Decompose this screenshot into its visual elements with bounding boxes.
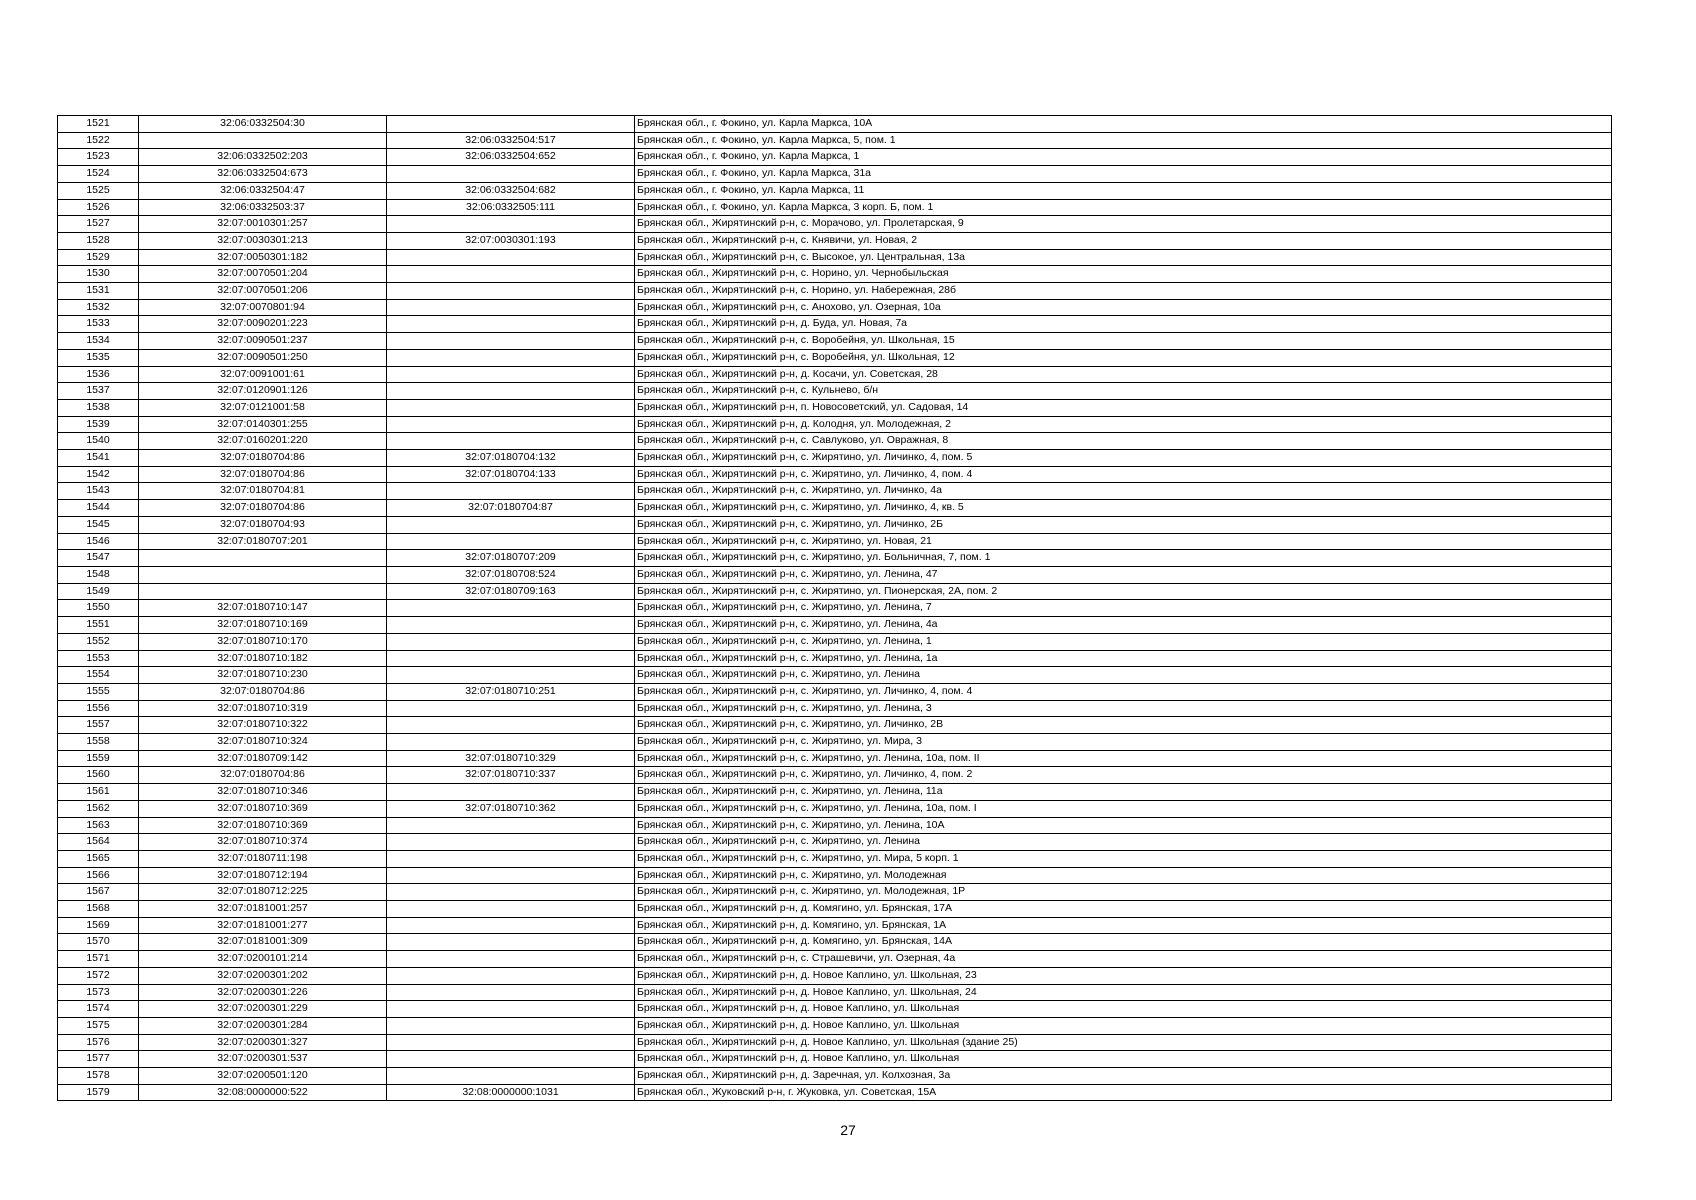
linked-cadastral-number-cell [387, 1001, 635, 1018]
linked-cadastral-number-cell [387, 784, 635, 801]
cadastral-number-cell: 32:07:0180704:81 [139, 483, 387, 500]
linked-cadastral-number-cell [387, 299, 635, 316]
cadastral-number-cell: 32:07:0200101:214 [139, 951, 387, 968]
table-row [58, 433, 1612, 450]
address-cell: Брянская обл., Жирятинский р-н, д. Новое Каплино, ул. Школьная [635, 1017, 1612, 1034]
table-row [58, 199, 1612, 216]
address-cell: Брянская обл., Жирятинский р-н, с. Жирятино, ул. Личинко, 4а [635, 483, 1612, 500]
row-number-cell: 1523 [58, 149, 139, 166]
linked-cadastral-number-cell [387, 433, 635, 450]
table-row [58, 483, 1612, 500]
linked-cadastral-number-cell [387, 850, 635, 867]
table-row [58, 283, 1612, 300]
cadastral-number-cell: 32:07:0180710:346 [139, 784, 387, 801]
row-number-cell: 1559 [58, 750, 139, 767]
address-cell: Брянская обл., Жирятинский р-н, с. Жирятино, ул. Ленина, 11а [635, 784, 1612, 801]
address-cell: Брянская обл., Жирятинский р-н, с. Жирятино, ул. Молодежная, 1Р [635, 884, 1612, 901]
linked-cadastral-number-cell [387, 734, 635, 751]
address-cell: Брянская обл., Жирятинский р-н, д. Новое Каплино, ул. Школьная (здание 25) [635, 1034, 1612, 1051]
cadastral-number-cell: 32:07:0180704:86 [139, 500, 387, 517]
cadastral-number-cell: 32:07:0090201:223 [139, 316, 387, 333]
cadastral-number-cell: 32:06:0332503:37 [139, 199, 387, 216]
address-cell: Брянская обл., Жирятинский р-н, д. Новое Каплино, ул. Школьная [635, 1001, 1612, 1018]
row-number-cell: 1575 [58, 1017, 139, 1034]
cadastral-number-cell [139, 132, 387, 149]
row-number-cell: 1547 [58, 550, 139, 567]
row-number-cell: 1542 [58, 466, 139, 483]
address-cell: Брянская обл., Жуковский р-н, г. Жуковка, ул. Советская, 15А [635, 1084, 1612, 1101]
cadastral-number-cell: 32:07:0180710:324 [139, 734, 387, 751]
cadastral-number-cell: 32:07:0160201:220 [139, 433, 387, 450]
table-row [58, 166, 1612, 183]
table-row [58, 917, 1612, 934]
linked-cadastral-number-cell [387, 951, 635, 968]
cadastral-number-cell: 32:07:0180704:86 [139, 683, 387, 700]
linked-cadastral-number-cell [387, 617, 635, 634]
table-row [58, 550, 1612, 567]
cadastral-number-cell: 32:06:0332502:203 [139, 149, 387, 166]
cadastral-number-cell: 32:07:0070501:204 [139, 266, 387, 283]
address-cell: Брянская обл., г. Фокино, ул. Карла Маркса, 10А [635, 116, 1612, 133]
linked-cadastral-number-cell: 32:07:0180704:132 [387, 450, 635, 467]
row-number-cell: 1570 [58, 934, 139, 951]
table-row [58, 901, 1612, 918]
cadastral-number-cell: 32:07:0140301:255 [139, 416, 387, 433]
linked-cadastral-number-cell [387, 249, 635, 266]
address-cell: Брянская обл., Жирятинский р-н, с. Морачово, ул. Пролетарская, 9 [635, 216, 1612, 233]
linked-cadastral-number-cell [387, 266, 635, 283]
cadastral-number-cell: 32:07:0200301:226 [139, 984, 387, 1001]
row-number-cell: 1551 [58, 617, 139, 634]
address-cell: Брянская обл., г. Фокино, ул. Карла Маркса, 1 [635, 149, 1612, 166]
address-cell: Брянская обл., Жирятинский р-н, с. Жирятино, ул. Ленина [635, 667, 1612, 684]
row-number-cell: 1522 [58, 132, 139, 149]
row-number-cell: 1528 [58, 232, 139, 249]
cadastral-number-cell: 32:07:0050301:182 [139, 249, 387, 266]
linked-cadastral-number-cell [387, 667, 635, 684]
address-cell: Брянская обл., Жирятинский р-н, с. Страшевичи, ул. Озерная, 4а [635, 951, 1612, 968]
linked-cadastral-number-cell [387, 984, 635, 1001]
table-row [58, 850, 1612, 867]
cadastral-number-cell: 32:07:0180710:170 [139, 633, 387, 650]
linked-cadastral-number-cell [387, 884, 635, 901]
table-row [58, 149, 1612, 166]
row-number-cell: 1562 [58, 800, 139, 817]
property-table [57, 115, 1612, 1101]
row-number-cell: 1569 [58, 917, 139, 934]
table-row [58, 583, 1612, 600]
linked-cadastral-number-cell: 32:07:0180708:524 [387, 566, 635, 583]
address-cell: Брянская обл., Жирятинский р-н, с. Жирятино, ул. Ленина [635, 834, 1612, 851]
row-number-cell: 1533 [58, 316, 139, 333]
table-row [58, 450, 1612, 467]
linked-cadastral-number-cell [387, 366, 635, 383]
address-cell: Брянская обл., Жирятинский р-н, с. Жирятино, ул. Ленина, 10а, пом. I [635, 800, 1612, 817]
cadastral-number-cell: 32:07:0010301:257 [139, 216, 387, 233]
cadastral-number-cell: 32:07:0180712:225 [139, 884, 387, 901]
linked-cadastral-number-cell: 32:07:0180710:337 [387, 767, 635, 784]
row-number-cell: 1527 [58, 216, 139, 233]
linked-cadastral-number-cell [387, 116, 635, 133]
address-cell: Брянская обл., Жирятинский р-н, с. Савлуково, ул. Овражная, 8 [635, 433, 1612, 450]
row-number-cell: 1560 [58, 767, 139, 784]
row-number-cell: 1576 [58, 1034, 139, 1051]
address-cell: Брянская обл., Жирятинский р-н, с. Жирятино, ул. Больничная, 7, пом. 1 [635, 550, 1612, 567]
row-number-cell: 1555 [58, 683, 139, 700]
linked-cadastral-number-cell [387, 383, 635, 400]
linked-cadastral-number-cell [387, 834, 635, 851]
row-number-cell: 1573 [58, 984, 139, 1001]
address-cell: Брянская обл., Жирятинский р-н, с. Жирятино, ул. Ленина, 4а [635, 617, 1612, 634]
table-row [58, 1084, 1612, 1101]
table-row [58, 249, 1612, 266]
row-number-cell: 1537 [58, 383, 139, 400]
address-cell: Брянская обл., Жирятинский р-н, с. Жирятино, ул. Пионерская, 2А, пом. 2 [635, 583, 1612, 600]
table-row [58, 800, 1612, 817]
address-cell: Брянская обл., Жирятинский р-н, д. Новое Каплино, ул. Школьная, 23 [635, 967, 1612, 984]
table-row [58, 717, 1612, 734]
address-cell: Брянская обл., Жирятинский р-н, д. Комягино, ул. Брянская, 17А [635, 901, 1612, 918]
address-cell: Брянская обл., Жирятинский р-н, с. Жирятино, ул. Личинко, 4, кв. 5 [635, 500, 1612, 517]
address-cell: Брянская обл., г. Фокино, ул. Карла Маркса, 3 корп. Б, пом. 1 [635, 199, 1612, 216]
address-cell: Брянская обл., Жирятинский р-н, с. Жирятино, ул. Мира, 3 [635, 734, 1612, 751]
address-cell: Брянская обл., Жирятинский р-н, с. Жирятино, ул. Ленина, 7 [635, 600, 1612, 617]
row-number-cell: 1541 [58, 450, 139, 467]
linked-cadastral-number-cell [387, 416, 635, 433]
address-cell: Брянская обл., Жирятинский р-н, д. Комягино, ул. Брянская, 1А [635, 917, 1612, 934]
linked-cadastral-number-cell [387, 967, 635, 984]
address-cell: Брянская обл., Жирятинский р-н, с. Княвичи, ул. Новая, 2 [635, 232, 1612, 249]
row-number-cell: 1558 [58, 734, 139, 751]
address-cell: Брянская обл., Жирятинский р-н, д. Буда, ул. Новая, 7а [635, 316, 1612, 333]
linked-cadastral-number-cell [387, 316, 635, 333]
linked-cadastral-number-cell: 32:07:0180704:133 [387, 466, 635, 483]
row-number-cell: 1521 [58, 116, 139, 133]
linked-cadastral-number-cell [387, 516, 635, 533]
table-row [58, 934, 1612, 951]
table-row [58, 333, 1612, 350]
cadastral-number-cell: 32:07:0090501:237 [139, 333, 387, 350]
address-cell: Брянская обл., Жирятинский р-н, с. Высокое, ул. Центральная, 13а [635, 249, 1612, 266]
row-number-cell: 1524 [58, 166, 139, 183]
row-number-cell: 1531 [58, 283, 139, 300]
cadastral-number-cell: 32:07:0180707:201 [139, 533, 387, 550]
row-number-cell: 1566 [58, 867, 139, 884]
linked-cadastral-number-cell: 32:06:0332504:517 [387, 132, 635, 149]
cadastral-number-cell: 32:07:0180710:169 [139, 617, 387, 634]
address-cell: Брянская обл., Жирятинский р-н, с. Жирятино, ул. Мира, 5 корп. 1 [635, 850, 1612, 867]
linked-cadastral-number-cell: 32:06:0332504:652 [387, 149, 635, 166]
table-row [58, 1051, 1612, 1068]
cadastral-number-cell: 32:07:0200301:537 [139, 1051, 387, 1068]
table-row [58, 316, 1612, 333]
cadastral-number-cell: 32:07:0120901:126 [139, 383, 387, 400]
table-row [58, 299, 1612, 316]
row-number-cell: 1546 [58, 533, 139, 550]
row-number-cell: 1525 [58, 182, 139, 199]
cadastral-number-cell: 32:07:0200301:202 [139, 967, 387, 984]
cadastral-number-cell: 32:07:0121001:58 [139, 399, 387, 416]
address-cell: Брянская обл., Жирятинский р-н, д. Косачи, ул. Советская, 28 [635, 366, 1612, 383]
cadastral-number-cell: 32:07:0070501:206 [139, 283, 387, 300]
row-number-cell: 1549 [58, 583, 139, 600]
table-row [58, 817, 1612, 834]
table-row [58, 650, 1612, 667]
cadastral-number-cell: 32:07:0180709:142 [139, 750, 387, 767]
row-number-cell: 1543 [58, 483, 139, 500]
table-row [58, 633, 1612, 650]
linked-cadastral-number-cell [387, 867, 635, 884]
linked-cadastral-number-cell [387, 216, 635, 233]
address-cell: Брянская обл., Жирятинский р-н, с. Жирятино, ул. Личинко, 4, пом. 2 [635, 767, 1612, 784]
table-row [58, 1017, 1612, 1034]
linked-cadastral-number-cell [387, 283, 635, 300]
table-row [58, 683, 1612, 700]
table-row [58, 884, 1612, 901]
address-cell: Брянская обл., г. Фокино, ул. Карла Маркса, 31а [635, 166, 1612, 183]
cadastral-number-cell: 32:07:0200301:327 [139, 1034, 387, 1051]
cadastral-number-cell: 32:07:0180710:147 [139, 600, 387, 617]
address-cell: Брянская обл., Жирятинский р-н, с. Жирятино, ул. Новая, 21 [635, 533, 1612, 550]
row-number-cell: 1548 [58, 566, 139, 583]
row-number-cell: 1536 [58, 366, 139, 383]
cadastral-number-cell: 32:07:0180704:86 [139, 466, 387, 483]
cadastral-number-cell: 32:07:0091001:61 [139, 366, 387, 383]
row-number-cell: 1564 [58, 834, 139, 851]
table-row [58, 266, 1612, 283]
linked-cadastral-number-cell: 32:08:0000000:1031 [387, 1084, 635, 1101]
linked-cadastral-number-cell [387, 650, 635, 667]
linked-cadastral-number-cell [387, 399, 635, 416]
address-cell: Брянская обл., Жирятинский р-н, с. Воробейня, ул. Школьная, 12 [635, 349, 1612, 366]
address-cell: Брянская обл., Жирятинский р-н, д. Новое Каплино, ул. Школьная, 24 [635, 984, 1612, 1001]
linked-cadastral-number-cell [387, 1068, 635, 1085]
cadastral-number-cell: 32:06:0332504:30 [139, 116, 387, 133]
table-row [58, 867, 1612, 884]
linked-cadastral-number-cell [387, 600, 635, 617]
row-number-cell: 1534 [58, 333, 139, 350]
cadastral-number-cell: 32:07:0180704:86 [139, 450, 387, 467]
linked-cadastral-number-cell [387, 934, 635, 951]
linked-cadastral-number-cell [387, 901, 635, 918]
table-row [58, 617, 1612, 634]
table-row [58, 1001, 1612, 1018]
cadastral-number-cell: 32:07:0180710:369 [139, 817, 387, 834]
cadastral-number-cell: 32:07:0180710:182 [139, 650, 387, 667]
row-number-cell: 1561 [58, 784, 139, 801]
linked-cadastral-number-cell: 32:07:0180709:163 [387, 583, 635, 600]
address-cell: Брянская обл., Жирятинский р-н, с. Жирятино, ул. Личинко, 2В [635, 717, 1612, 734]
linked-cadastral-number-cell [387, 1017, 635, 1034]
table-row [58, 767, 1612, 784]
cadastral-number-cell: 32:07:0180710:374 [139, 834, 387, 851]
address-cell: Брянская обл., Жирятинский р-н, с. Жирятино, ул. Ленина, 10а, пом. II [635, 750, 1612, 767]
row-number-cell: 1574 [58, 1001, 139, 1018]
row-number-cell: 1565 [58, 850, 139, 867]
table-row [58, 734, 1612, 751]
linked-cadastral-number-cell: 32:06:0332504:682 [387, 182, 635, 199]
cadastral-number-cell: 32:07:0180704:86 [139, 767, 387, 784]
address-cell: Брянская обл., Жирятинский р-н, с. Жирятино, ул. Молодежная [635, 867, 1612, 884]
address-cell: Брянская обл., Жирятинский р-н, д. Колодня, ул. Молодежная, 2 [635, 416, 1612, 433]
cadastral-number-cell: 32:06:0332504:47 [139, 182, 387, 199]
linked-cadastral-number-cell [387, 717, 635, 734]
row-number-cell: 1563 [58, 817, 139, 834]
address-cell: Брянская обл., Жирятинский р-н, с. Жирятино, ул. Ленина, 1 [635, 633, 1612, 650]
table-row [58, 116, 1612, 133]
cadastral-number-cell [139, 550, 387, 567]
address-cell: Брянская обл., Жирятинский р-н, с. Жирятино, ул. Личинко, 4, пом. 4 [635, 683, 1612, 700]
table-row [58, 967, 1612, 984]
address-cell: Брянская обл., Жирятинский р-н, с. Жирятино, ул. Личинко, 4, пом. 4 [635, 466, 1612, 483]
row-number-cell: 1554 [58, 667, 139, 684]
cadastral-number-cell: 32:07:0180710:369 [139, 800, 387, 817]
page-number: 27 [840, 1122, 856, 1138]
linked-cadastral-number-cell [387, 333, 635, 350]
linked-cadastral-number-cell [387, 1034, 635, 1051]
linked-cadastral-number-cell: 32:07:0180710:329 [387, 750, 635, 767]
row-number-cell: 1544 [58, 500, 139, 517]
table-row [58, 951, 1612, 968]
cadastral-number-cell: 32:06:0332504:673 [139, 166, 387, 183]
address-cell: Брянская обл., Жирятинский р-н, д. Заречная, ул. Колхозная, 3а [635, 1068, 1612, 1085]
row-number-cell: 1579 [58, 1084, 139, 1101]
table-row [58, 667, 1612, 684]
address-cell: Брянская обл., Жирятинский р-н, с. Норино, ул. Набережная, 28б [635, 283, 1612, 300]
row-number-cell: 1545 [58, 516, 139, 533]
linked-cadastral-number-cell [387, 917, 635, 934]
cadastral-number-cell: 32:07:0200501:120 [139, 1068, 387, 1085]
table-row [58, 516, 1612, 533]
address-cell: Брянская обл., Жирятинский р-н, с. Жирятино, ул. Ленина, 47 [635, 566, 1612, 583]
cadastral-number-cell: 32:07:0200301:284 [139, 1017, 387, 1034]
cadastral-number-cell: 32:07:0200301:229 [139, 1001, 387, 1018]
linked-cadastral-number-cell: 32:06:0332505:111 [387, 199, 635, 216]
table-row [58, 466, 1612, 483]
cadastral-number-cell: 32:08:0000000:522 [139, 1084, 387, 1101]
linked-cadastral-number-cell [387, 349, 635, 366]
linked-cadastral-number-cell [387, 633, 635, 650]
linked-cadastral-number-cell: 32:07:0030301:193 [387, 232, 635, 249]
address-cell: Брянская обл., Жирятинский р-н, с. Норино, ул. Чернобыльская [635, 266, 1612, 283]
cadastral-number-cell: 32:07:0070801:94 [139, 299, 387, 316]
row-number-cell: 1532 [58, 299, 139, 316]
row-number-cell: 1577 [58, 1051, 139, 1068]
table-row [58, 984, 1612, 1001]
address-cell: Брянская обл., Жирятинский р-н, с. Анохово, ул. Озерная, 10а [635, 299, 1612, 316]
table-row [58, 416, 1612, 433]
row-number-cell: 1529 [58, 249, 139, 266]
address-cell: Брянская обл., Жирятинский р-н, д. Комягино, ул. Брянская, 14А [635, 934, 1612, 951]
table-row [58, 366, 1612, 383]
cadastral-number-cell: 32:07:0180710:319 [139, 700, 387, 717]
cadastral-number-cell: 32:07:0181001:277 [139, 917, 387, 934]
table-row [58, 1068, 1612, 1085]
row-number-cell: 1530 [58, 266, 139, 283]
row-number-cell: 1553 [58, 650, 139, 667]
table-row [58, 834, 1612, 851]
table-row [58, 784, 1612, 801]
table-row [58, 533, 1612, 550]
table-row [58, 132, 1612, 149]
address-cell: Брянская обл., Жирятинский р-н, с. Кульнево, б/н [635, 383, 1612, 400]
address-cell: Брянская обл., г. Фокино, ул. Карла Маркса, 11 [635, 182, 1612, 199]
row-number-cell: 1567 [58, 884, 139, 901]
table-row [58, 600, 1612, 617]
row-number-cell: 1552 [58, 633, 139, 650]
address-cell: Брянская обл., Жирятинский р-н, с. Жирятино, ул. Ленина, 10А [635, 817, 1612, 834]
row-number-cell: 1540 [58, 433, 139, 450]
row-number-cell: 1550 [58, 600, 139, 617]
linked-cadastral-number-cell: 32:07:0180707:209 [387, 550, 635, 567]
cadastral-number-cell: 32:07:0090501:250 [139, 349, 387, 366]
row-number-cell: 1578 [58, 1068, 139, 1085]
row-number-cell: 1568 [58, 901, 139, 918]
address-cell: Брянская обл., Жирятинский р-н, д. Новое Каплино, ул. Школьная [635, 1051, 1612, 1068]
cadastral-number-cell [139, 583, 387, 600]
address-cell: Брянская обл., Жирятинский р-н, с. Жирятино, ул. Личинко, 2Б [635, 516, 1612, 533]
table-row [58, 232, 1612, 249]
address-cell: Брянская обл., Жирятинский р-н, с. Жирятино, ул. Ленина, 3 [635, 700, 1612, 717]
table-row [58, 216, 1612, 233]
linked-cadastral-number-cell [387, 483, 635, 500]
cadastral-number-cell: 32:07:0180712:194 [139, 867, 387, 884]
row-number-cell: 1526 [58, 199, 139, 216]
cadastral-number-cell: 32:07:0181001:309 [139, 934, 387, 951]
linked-cadastral-number-cell [387, 700, 635, 717]
cadastral-number-cell: 32:07:0180711:198 [139, 850, 387, 867]
row-number-cell: 1571 [58, 951, 139, 968]
row-number-cell: 1538 [58, 399, 139, 416]
table-row [58, 566, 1612, 583]
table-row [58, 700, 1612, 717]
cadastral-number-cell: 32:07:0180704:93 [139, 516, 387, 533]
table-row [58, 500, 1612, 517]
table-row [58, 399, 1612, 416]
cadastral-number-cell [139, 566, 387, 583]
row-number-cell: 1572 [58, 967, 139, 984]
cadastral-number-cell: 32:07:0180710:322 [139, 717, 387, 734]
table-row [58, 1034, 1612, 1051]
table-row [58, 383, 1612, 400]
row-number-cell: 1539 [58, 416, 139, 433]
cadastral-number-cell: 32:07:0030301:213 [139, 232, 387, 249]
linked-cadastral-number-cell: 32:07:0180704:87 [387, 500, 635, 517]
linked-cadastral-number-cell [387, 1051, 635, 1068]
table-row [58, 750, 1612, 767]
address-cell: Брянская обл., г. Фокино, ул. Карла Маркса, 5, пом. 1 [635, 132, 1612, 149]
row-number-cell: 1535 [58, 349, 139, 366]
row-number-cell: 1557 [58, 717, 139, 734]
address-cell: Брянская обл., Жирятинский р-н, п. Новосоветский, ул. Садовая, 14 [635, 399, 1612, 416]
linked-cadastral-number-cell [387, 817, 635, 834]
linked-cadastral-number-cell [387, 533, 635, 550]
linked-cadastral-number-cell: 32:07:0180710:362 [387, 800, 635, 817]
row-number-cell: 1556 [58, 700, 139, 717]
address-cell: Брянская обл., Жирятинский р-н, с. Жирятино, ул. Ленина, 1а [635, 650, 1612, 667]
linked-cadastral-number-cell: 32:07:0180710:251 [387, 683, 635, 700]
address-cell: Брянская обл., Жирятинский р-н, с. Жирятино, ул. Личинко, 4, пом. 5 [635, 450, 1612, 467]
address-cell: Брянская обл., Жирятинский р-н, с. Воробейня, ул. Школьная, 15 [635, 333, 1612, 350]
table-row [58, 182, 1612, 199]
linked-cadastral-number-cell [387, 166, 635, 183]
table-body [58, 116, 1612, 1101]
table-row [58, 349, 1612, 366]
cadastral-number-cell: 32:07:0180710:230 [139, 667, 387, 684]
cadastral-number-cell: 32:07:0181001:257 [139, 901, 387, 918]
